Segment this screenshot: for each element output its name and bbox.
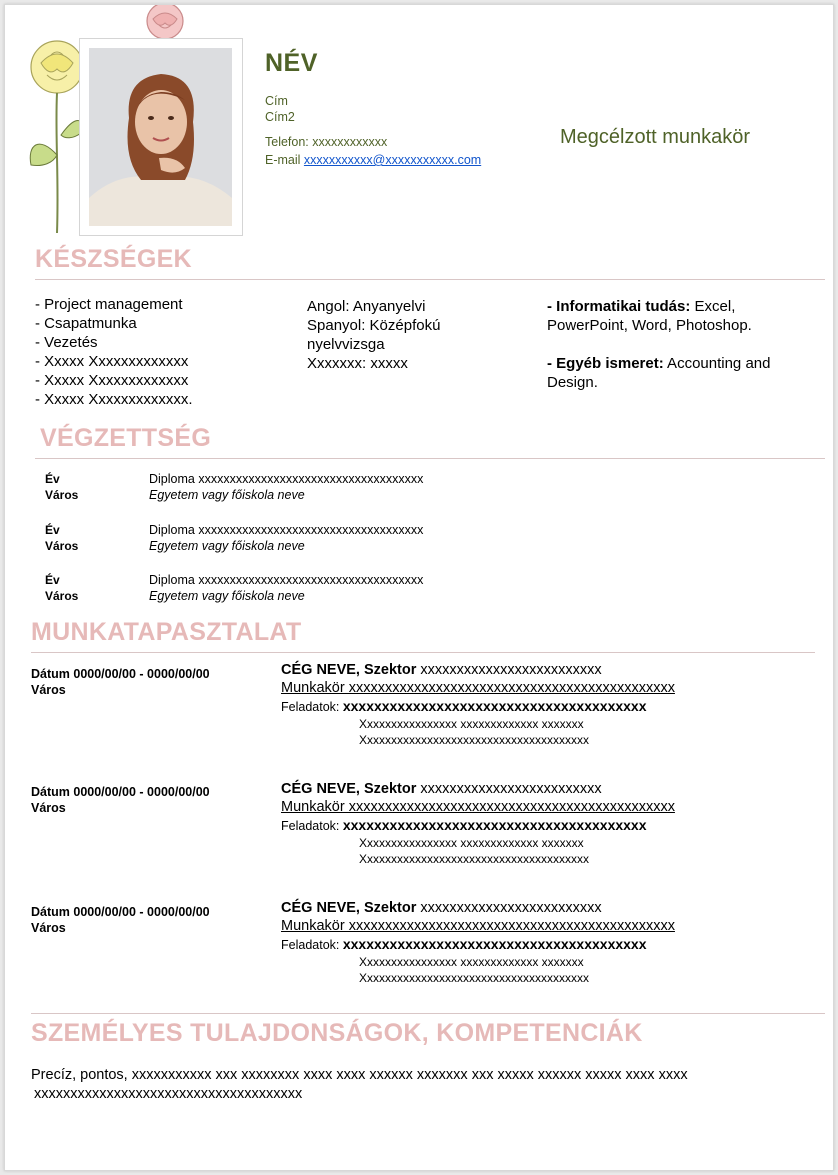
education-year: Év: [45, 472, 60, 486]
education-school: Egyetem vagy főiskola neve: [149, 539, 305, 553]
skill-item: - Project management: [35, 296, 183, 313]
personal-divider-top: [31, 1013, 825, 1014]
job-task-line: Xxxxxxxxxxxxxxxx xxxxxxxxxxxxx xxxxxxx: [359, 955, 584, 969]
resume-page: [4, 4, 834, 1171]
education-details: [149, 572, 423, 604]
email-link[interactable]: xxxxxxxxxxx@xxxxxxxxxxx.com: [303, 153, 482, 167]
job-tasks-value: xxxxxxxxxxxxxxxxxxxxxxxxxxxxxxxxxxxxxxx: [342, 936, 647, 952]
other-skills-text-2: Design.: [547, 374, 598, 391]
experience-divider: [31, 652, 815, 653]
skills-title: KÉSZSÉGEK: [35, 245, 192, 273]
experience-title: MUNKATAPASZTALAT: [31, 618, 302, 646]
education-degree: Diploma xxxxxxxxxxxxxxxxxxxxxxxxxxxxxxxxxxxx: [149, 472, 424, 486]
job-company: CÉG NEVE, Szektor: [281, 781, 417, 797]
education-entry: [45, 522, 78, 554]
skills-divider: [35, 279, 825, 280]
education-city: Város: [45, 488, 79, 502]
profile-photo: [79, 38, 243, 236]
job-entry-meta: [31, 666, 210, 698]
skill-item: - Vezetés: [35, 334, 98, 351]
job-date: Dátum 0000/00/00 - 0000/00/00: [31, 905, 210, 919]
education-school: Egyetem vagy főiskola neve: [149, 589, 305, 603]
education-details: [149, 522, 423, 554]
candidate-name: NÉV: [265, 49, 318, 77]
education-details: [149, 471, 423, 503]
it-skills-text-2: PowerPoint, Word, Photoshop.: [547, 317, 752, 334]
job-company-rest: xxxxxxxxxxxxxxxxxxxxxxxxx: [416, 662, 602, 678]
job-entry-details: [281, 899, 675, 986]
skill-item: - Xxxxx Xxxxxxxxxxxxx: [35, 372, 189, 389]
job-tasks-label: Feladatok:: [281, 938, 343, 952]
job-company-rest: xxxxxxxxxxxxxxxxxxxxxxxxx: [416, 781, 602, 797]
phone-line: Telefon: xxxxxxxxxxxx: [265, 135, 388, 149]
job-city: Város: [31, 801, 66, 815]
job-entry-details: [281, 780, 675, 867]
language-item: Angol: Anyanyelvi: [307, 298, 426, 315]
skill-item: - Xxxxx Xxxxxxxxxxxxx.: [35, 391, 193, 408]
education-entry: [45, 471, 78, 503]
address-line-1: Cím: [265, 94, 288, 108]
job-task-line: Xxxxxxxxxxxxxxxxxxxxxxxxxxxxxxxxxxxxxx: [359, 971, 590, 985]
job-role: Munkakör xxxxxxxxxxxxxxxxxxxxxxxxxxxxxxxxxxxxxxxxxxxxx: [281, 680, 675, 696]
education-entry: [45, 572, 78, 604]
job-role: Munkakör xxxxxxxxxxxxxxxxxxxxxxxxxxxxxxxxxxxxxxxxxxxxx: [281, 799, 675, 815]
personal-line: Precíz, pontos, xxxxxxxxxxx xxx xxxxxxxx xxxx xxxx xxxxxx xxxxxxx xxx xxxxx xxxxxx xxxxx xxxx xxxx: [31, 1067, 688, 1083]
job-entry-meta: [31, 904, 210, 936]
job-city: Város: [31, 921, 66, 935]
education-degree: Diploma xxxxxxxxxxxxxxxxxxxxxxxxxxxxxxxxxxxx: [149, 523, 424, 537]
yellow-rose-icon: [31, 41, 83, 93]
other-skills-label: - Egyéb ismeret:: [547, 355, 664, 372]
job-company: CÉG NEVE, Szektor: [281, 900, 417, 916]
skills-column-general: [35, 295, 193, 409]
job-tasks-value: xxxxxxxxxxxxxxxxxxxxxxxxxxxxxxxxxxxxxxx: [342, 698, 647, 714]
job-date: Dátum 0000/00/00 - 0000/00/00: [31, 785, 210, 799]
address-line-2: Cím2: [265, 110, 295, 124]
job-task-line: Xxxxxxxxxxxxxxxxxxxxxxxxxxxxxxxxxxxxxx: [359, 852, 590, 866]
language-item: nyelvvizsga: [307, 336, 385, 353]
job-role: Munkakör xxxxxxxxxxxxxxxxxxxxxxxxxxxxxxxxxxxxxxxxxxxxx: [281, 918, 675, 934]
language-item: Xxxxxxx: xxxxx: [307, 355, 408, 372]
personal-text: [31, 1066, 688, 1104]
other-skills-text: Accounting and: [663, 355, 771, 372]
job-tasks-label: Feladatok:: [281, 700, 343, 714]
personal-title: SZEMÉLYES TULAJDONSÁGOK, KOMPETENCIÁK: [31, 1019, 643, 1047]
target-position: Megcélzott munkakör: [560, 126, 751, 148]
job-task-line: Xxxxxxxxxxxxxxxx xxxxxxxxxxxxx xxxxxxx: [359, 717, 584, 731]
job-tasks-label: Feladatok:: [281, 819, 343, 833]
job-task-line: Xxxxxxxxxxxxxxxxxxxxxxxxxxxxxxxxxxxxxx: [359, 733, 590, 747]
email-label: E-mail: [265, 153, 304, 167]
it-skills-label: - Informatikai tudás:: [547, 298, 691, 315]
education-year: Év: [45, 573, 60, 587]
language-item: Spanyol: Középfokú: [307, 317, 441, 334]
skill-item: - Csapatmunka: [35, 315, 137, 332]
education-school: Egyetem vagy főiskola neve: [149, 488, 305, 502]
it-skills-text: Excel,: [690, 298, 736, 315]
education-title: VÉGZETTSÉG: [40, 424, 212, 452]
email-line: [265, 152, 481, 168]
education-divider: [35, 458, 825, 459]
skills-column-languages: [307, 297, 440, 373]
job-entry-meta: [31, 784, 210, 816]
education-city: Város: [45, 589, 79, 603]
job-company: CÉG NEVE, Szektor: [281, 662, 417, 678]
personal-line: xxxxxxxxxxxxxxxxxxxxxxxxxxxxxxxxxxxxx: [34, 1086, 303, 1102]
job-tasks-value: xxxxxxxxxxxxxxxxxxxxxxxxxxxxxxxxxxxxxxx: [342, 817, 647, 833]
skills-column-it: [547, 297, 770, 392]
job-task-line: Xxxxxxxxxxxxxxxx xxxxxxxxxxxxx xxxxxxx: [359, 836, 584, 850]
pink-rose-icon: [147, 5, 183, 39]
job-entry-details: [281, 661, 675, 748]
skill-item: - Xxxxx Xxxxxxxxxxxxx: [35, 353, 189, 370]
job-company-rest: xxxxxxxxxxxxxxxxxxxxxxxxx: [416, 900, 602, 916]
job-city: Város: [31, 683, 66, 697]
education-year: Év: [45, 523, 60, 537]
portrait-avatar-icon: [89, 48, 232, 226]
education-city: Város: [45, 539, 79, 553]
education-degree: Diploma xxxxxxxxxxxxxxxxxxxxxxxxxxxxxxxxxxxx: [149, 573, 424, 587]
job-date: Dátum 0000/00/00 - 0000/00/00: [31, 667, 210, 681]
